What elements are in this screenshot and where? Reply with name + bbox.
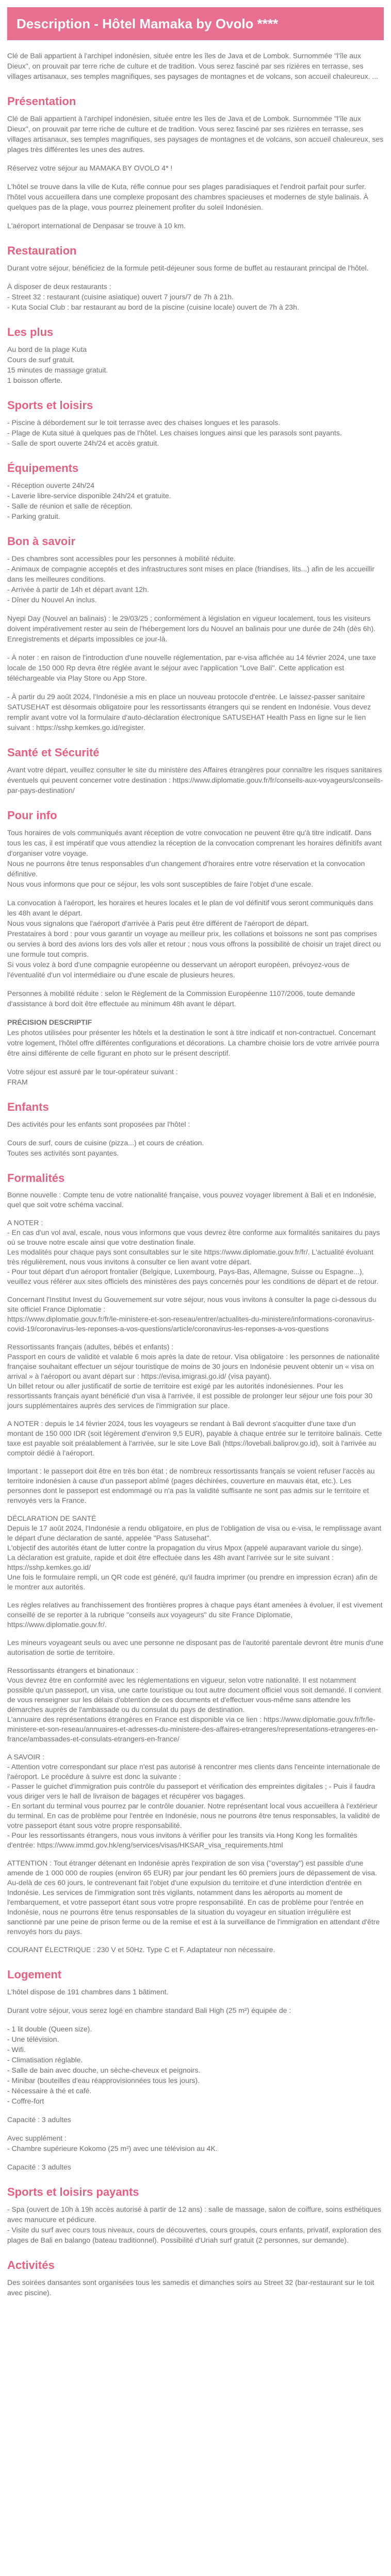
bon-a-savoir-paragraph: - À noter : en raison de l'introduction d'une nouvelle réglementation, par e-visa affichée au 14 février 2024, une taxe locale de 150 000 Rp devra être réglée avant le séjour avec l'application "Love Bali". Cette application est téléchargeable via Play Store ou App Store. <box>7 653 376 682</box>
formalites-paragraph: Bonne nouvelle : Compte tenu de votre nationalité française, vous pouvez voyager librement à Bali et en Indonésie, quel que soit votre schéma vaccinal. <box>7 1191 377 1209</box>
pour-info-paragraph: Tous horaires de vols communiqués avant réception de votre convocation ne peuvent être qu'à titre indicatif. Dans tous les cas, il est impératif que vous attendiez la réception de la convocation comprenant les horaires définitifs avant d'organiser votre voyage. Nous ne pourrons être tenus responsables d'un changement d'horaires entre votre réservation et la convocation définitive. Nous vous informons que pour ce séjour, les vols sont susceptibles de faire l'objet d'une escale. <box>7 828 382 888</box>
list-item: 15 minutes de massage gratuit. <box>7 366 108 374</box>
list-item: - Réception ouverte 24h/24 <box>7 481 94 489</box>
section-title-pour-info: Pour info <box>7 809 57 822</box>
restauration-paragraph: À disposer de deux restaurants : - Street 32 : restaurant (cuisine asiatique) ouvert 7 jours/7 de 7h à 21h. - Kuta Social Club : bar restaurant au bord de la piscine (cuisine locale) ouvert de 7h à 23h. <box>7 282 299 311</box>
pour-info-paragraph: La convocation à l'aéroport, les horaires et heures locales et le plan de vol définitif vous seront communiqués dans les 48h avant le départ. Nous vous signalons que l'aéroport d'arrivée à Paris peut être différent de l'aéroport de départ. Prestataires à bord : pour vous garantir un voyage au meilleur prix, les collations et boissons ne sont pas comprises ou servies à bord des avions lors des vols aller et retour ; nous vous offrons la possibilité de choisir un trajet direct ou une formule tout compris. Si vous volez à bord d'une compagnie européenne ou desservant un aéroport européen, prévoyez-vous de l'éventualité d'un vol intermédiaire ou d'une escale de plusieurs heures. <box>7 899 381 979</box>
section-title-enfants: Enfants <box>7 1100 49 1113</box>
activites-paragraph: Des soirées dansantes sont organisées tous les samedis et dimanches soirs au Street 32 (bar-restaurant sur le toit avec piscine). <box>7 2278 374 2297</box>
sante-paragraph: Avant votre départ, veuillez consulter le site du ministère des Affaires étrangères pour connaître les risques sanitaires éventuels qui peuvent concerner votre destination : https://www.diplomatie.gouv.fr/fr/conseils-aux-voyageurs/conseils-par-pays-destination/ <box>7 766 383 794</box>
section-title-bon-a-savoir: Bon à savoir <box>7 535 76 548</box>
list-item: - Salle de réunion et salle de réception. <box>7 502 133 510</box>
page-title: Description - Hôtel Mamaka by Ovolo **** <box>17 16 279 31</box>
list-item: - Laverie libre-service disponible 24h/24 et gratuite. <box>7 492 171 500</box>
formalites-paragraph: Important : le passeport doit être en très bon état ; de nombreux ressortissants français se voient refuser l'accès au territoire indonésien à cause d'un passeport abîmé (pages déchirées, couverture en mauvais état, etc.). Les personnes dont le passeport est endommagé ou n'a pas la validité suffisante ne sont pas admis sur le territoire et renvoyés vers la France. <box>7 1467 375 1504</box>
formalites-paragraph: Les règles relatives au franchissement des frontières propres à chaque pays étant amenées à évoluer, il est vivement conseillé de se reporter à la rubrique "conseils aux voyageurs" du site France Diplomatie, https://www.diplomatie.gouv.fr/. <box>7 1601 383 1629</box>
section-title-presentation: Présentation <box>7 95 76 108</box>
sports-payants-paragraph: - Spa (ouvert de 10h à 19h accès autorisé à partir de 12 ans) : salle de massage, salon de coiffure, soins esthétiques avec manucure et pédicure. - Visite du surf avec cours tous niveaux, cours de découvertes, cours groupés, cours enfants, privatif, exploration des plages de Bali en balango (bateau traditionnel). Possibilité d'Uriah surf gratuit (2 personnes, sur demande). <box>7 2205 382 2244</box>
intro-paragraph: Clé de Bali appartient à l'archipel indonésien, située entre les îles de Java et de Lombok. Surnommée "l'île aux Dieux", on prouvait par terre riche de culture et de tradition. Vous serez fasciné par ses rizières en terrasse, ses villages artisanaux, ses temples magnifiques, ses paysages de montagnes et de volcans, son accueil chaleureux. ... <box>7 52 379 80</box>
list-item: - Plage de Kuta situé à quelques pas de l'hôtel. Les chaises longues ainsi que les parasols sont payants. <box>7 429 342 437</box>
logement-capacity: Capacité : 3 adultes <box>7 2163 71 2171</box>
formalites-paragraph: COURANT ÉLECTRIQUE : 230 V et 50Hz. Type C et F. Adaptateur non nécessaire. <box>7 1945 275 1954</box>
bon-a-savoir-paragraph: - À partir du 29 août 2024, l'Indonésie a mis en place un nouveau protocole d'entrée. Le laissez-passer sanitaire SATUSEHAT est désormais obligatoire pour les ressortissants étrangers qui se rendent en Indonésie. Vous devez remplir avant votre vol la formulaire d'auto-déclaration électronique SATUSEHAT Health Pass en ligne sur le lien suivant : https://sshp.kemkes.go.id/register. <box>7 692 371 732</box>
formalites-paragraph: Ressortissants français (adultes, bébés et enfants) : Passport en cours de validité et valable 6 mois après la date de retour. Visa obligatoire : les personnes de nationalité française souhaitant effectuer un séjour touristique de moins de 30 jours en Indonésie peuvent obtenir un « visa on arrival » à l'aéroport ou avant départ sur : https://evisa.imigrasi.go.id/ (visa payant). Un billet retour ou aller justificatif de sortie de territoire est exigé par les autorités indonésiennes. Pour les ressortissants français ayant bénéficié d'un visa à l'arrivée, il est possible de prolonger leur séjour une fois pour 30 jours supplémentaires auprès des services de l'immigration sur place. <box>7 1343 380 1410</box>
list-item: - Parking gratuit. <box>7 512 60 520</box>
formalites-paragraph: A SAVOIR : - Attention votre correspondant sur place n'est pas autorisé à rencontrer mes clients dans l'enceinte internationale de l'aéroport. Le procédure à suivre est donc la suivante : - Passer le guichet d'immigration puis contrôle du passeport et vérification des empreintes digitales ; - Puis il faudra vous diriger vers le hall de livraison de bagages et récupérer vos bagages. - En sortant du terminal vous pourrez par le contrôle douanier. Notre représentant local vous accueillera à l'extérieur du terminal. En cas de problème pour l'entrée en Indonésie, nous ne pourrons être tenus responsables, la validité de votre passeport étant sous votre propre responsabilité. - Pour les ressortissants étrangers, nous vous invitons à vérifier pour les transits via Hong Kong les formalités d'entrée: https://www.immd.gov.hk/eng/services/visas/HKSAR_visa_requirements.html <box>7 1753 380 1849</box>
logement-supplement: Avec supplément : - Chambre supérieure Kokomo (25 m²) avec une télévision au 4K. <box>7 2134 218 2153</box>
section-title-formalites: Formalités <box>7 1172 65 1184</box>
pour-info-paragraph: Personnes à mobilité réduite : selon le Règlement de la Commission Européenne 1107/2006, toute demande d'assistance à bord doit être effectuée au minimum 48h avant le départ. <box>7 989 355 1008</box>
bon-a-savoir-paragraph: - Des chambres sont accessibles pour les personnes à mobilité réduite. - Animaux de compagnie acceptés et des infrastructures sont mises en place (friandises, lits...) afin de les accueillir dans les meilleures conditions. - Arrivée à partir de 14h et départ avant 12h. - Dîner du Nouvel An inclus. <box>7 554 374 604</box>
formalites-paragraph: A NOTER : depuis le 14 février 2024, tous les voyageurs se rendant à Bali devront s'acquitter d'une taxe d'un montant de 150 000 IDR (soit légèrement d'environ 9,5 EUR), payable à chaque entrée sur le territoire balinais. Cette taxe est payable soit préalablement à l'arrivée, sur le site Love Bali (https://lovebali.baliprov.go.id), soit à l'arrivée au comptoir dédié à l'aéroport. <box>7 1419 382 1457</box>
section-title-equipements: Équipements <box>7 462 79 474</box>
formalites-paragraph: Concernant l'Institut Invest du Gouvernement sur votre séjour, nous vous invitons à consulter la page ci-dessous du site officiel France Diplomatie : https://www.diplomatie.gouv.fr/fr/le-ministere-et-son-reseau/entrer/actualites-du-ministere/informations-coronavirus-covid-19/coronavirus-les-reponses-a-vos-questions/article/coronavirus-les-reponses-a-vos-questions <box>7 1295 377 1333</box>
list-item: - Salle de sport ouverte 24h/24 et accès gratuit. <box>7 439 159 447</box>
logement-capacity: Capacité : 3 adultes <box>7 2115 71 2124</box>
logement-paragraph: Durant votre séjour, vous serez logé en chambre standard Bali High (25 m²) équipée de : <box>7 2006 291 2014</box>
section-title-sports-payants: Sports et loisirs payants <box>7 2185 139 2198</box>
equipements-list <box>7 480 384 521</box>
formalites-paragraph: DÉCLARATION DE SANTÉ Depuis le 17 août 2024, l'Indonésie a rendu obligatoire, en plus de l'obligation de visa ou e-visa, le remplissage avant le départ d'une déclaration de santé, appelée "Pass Satusehat". L'objectif des autorités étant de lutter contre la propagation du virus Mpox (appelé auparavant variole du singe). La déclaration est gratuite, rapide et doit être effectuée dans les 48h avant l'arrivée sur le site suivant : https://sshp.kemkes.go.id/ Une fois le formulaire rempli, un QR code est généré, qu'il faudra imprimer (ou prendre en impression écran) afin de le montrer aux autorités. <box>7 1514 382 1591</box>
section-title-sports: Sports et loisirs <box>7 399 93 412</box>
section-title-restauration: Restauration <box>7 244 77 257</box>
hotel-description-page <box>0 7 391 2576</box>
section-title-sante: Santé et Sécurité <box>7 746 100 759</box>
formalites-paragraph: A NOTER : - En cas d'un vol aval, escale, nous vous informons que vous devrez être conforme aux formalités sanitaires du pays où se trouve notre escale ainsi que votre destination finale. Les modalités pour chaque pays sont consultables sur le site https://www.diplomatie.gouv.fr/fr/. L'actualité évoluant très régulièrement, nous vous invitons à consulter ce lien avant votre départ. - Pour tout départ d'un aéroport frontalier (Belgique, Luxembourg, Pays-Bas, Allemagne, Suisse ou Espagne...), veuillez vous référer aux sites officiels des ministères des pays concernés pour les conditions de départ et de retour. <box>7 1218 380 1285</box>
section-title-plus: Les plus <box>7 326 54 338</box>
restauration-paragraph: Durant votre séjour, bénéficiez de la formule petit-déjeuner sous forme de buffet au restaurant principal de l'hôtel. <box>7 264 369 272</box>
operator-paragraph: Votre séjour est assuré par le tour-opérateur suivant : FRAM <box>7 1067 178 1086</box>
presentation-paragraph: Clé de Bali appartient à l'archipel indonésien, située entre les îles de Java et de Lombok. Surnommée "l'île aux Dieux", on prouvait par terre riche de culture et de tradition. Vous serez fasciné par ses rizières en terrasse, ses villages artisanaux, ses temples magnifiques, ses paysages de montagnes et de volcans, son accueil chaleureux, ses plages très différentes les unes des autres. <box>7 114 384 154</box>
bon-a-savoir-paragraph: Nyepi Day (Nouvel an balinais) : le 29/03/25 ; conformément à législation en vigueur localement, tous les visiteurs doivent impérativement rester au sein de l'hébergement lors du Nouvel an balinais pour une durée de 24h (dès 6h). Enregistrements et départs impossibles ce jour-là. <box>7 614 376 643</box>
enfants-paragraph: Cours de surf, cours de cuisine (pizza...) et cours de création. Toutes ses activités sont payantes. <box>7 1139 204 1157</box>
formalites-paragraph: ATTENTION : Tout étranger détenant en Indonésie après l'expiration de son visa ("overstay") est passible d'une amende de 1 000 000 de roupies (environ 65 EUR) par jour pendant les 60 premiers jours de dépassement de visa. Au-delà de ces 60 jours, le contrevenant fait l'objet d'une expulsion du territoire et d'une interdiction d'entrée en Indonésie. Les services de l'immigration sont très vigilants, notamment dans les aéroports au moment de l'embarquement, et votre passeport étant sous votre propre responsabilité. En cas de problème pour l'entrée en Indonésie, nous ne pourrons être tenus responsables de la situation du voyageur en situation irrégulière est sanctionné par une peine de prison ferme ou de la remise et est à la surveillance de l'immigration en attendant d'être renvoyés hors du pays. <box>7 1859 380 1936</box>
section-title-logement: Logement <box>7 1968 62 1981</box>
sports-list <box>7 417 384 448</box>
formalites-paragraph: Ressortissants étrangers et binationaux : Vous devrez être en conformité avec les réglementations en vigueur, selon votre nationalité. Il est notamment possible qu'un passeport, un visa, une carte touristique ou tout autre document officiel vous soit demandé. Il convient de vous renseigner sur les délais d'obtention de ces documents et d'effectuer vous-même sans attendre les démarches auprès de l'ambassade ou du consulat du pays de destination. L'annuaire des représentations étrangères en France est disponible via ce lien : https://www.diplomatie.gouv.fr/fr/le-ministere-et-son-reseau/annuaires-et-adresses-du-ministere-des-affaires-etrangeres/representations-etrangeres-en-france/ambassades-et-consulats-etrangers-en-france/ <box>7 1666 381 1743</box>
presentation-paragraph: L'hôtel se trouve dans la ville de Kuta, réfle connue pour ses plages paradisiaques et l'endroit parfait pour surfer. l'hôtel vous accueillera dans une complexe proposant des chambres spacieuses et modernes de style balinais. À quelques pas de la plage, vous pourrez pleinement profiter du soleil Indonésien. <box>7 182 368 211</box>
presentation-paragraph: L'aéroport international de Denpasar se trouve à 10 km. <box>7 222 186 230</box>
list-item: Au bord de la plage Kuta <box>7 345 87 353</box>
precision-heading: PRÉCISION DESCRIPTIF <box>7 1018 92 1026</box>
plus-list <box>7 344 384 385</box>
formalites-paragraph: Les mineurs voyageant seuls ou avec une personne ne disposant pas de l'autorité parentale devront être munis d'une autorisation de sortie de territoire. <box>7 1638 384 1656</box>
precision-paragraph: Les photos utilisées pour présenter les hôtels et la destination le sont à titre indicatif et non-contractuel. Concernant votre logement, l'hôtel offre différentes configurations et décorations. La chambre choisie lors de votre arrivée pourra être ainsi différente de celle figurant en photo sur le présent descriptif. <box>7 1028 380 1057</box>
page-title-bar <box>7 7 384 40</box>
logement-equipment-list: - 1 lit double (Queen size). - Une télévision. - Wifi. - Climatisation réglable. - Salle de bain avec douche, un sèche-cheveux et peignoirs. - Minibar (bouteilles d'eau réapprovisionnées tous les jours). - Nécessaire à thé et café. - Coffre-fort <box>7 2025 201 2105</box>
section-title-activites: Activités <box>7 2259 55 2272</box>
list-item: Cours de surf gratuit. <box>7 355 75 364</box>
list-item: - Piscine à débordement sur le toit terrasse avec des chaises longues et les parasols. <box>7 418 281 427</box>
logement-paragraph: L'hôtel dispose de 191 chambres dans 1 bâtiment. <box>7 1988 169 1996</box>
enfants-paragraph: Des activités pour les enfants sont proposées par l'hôtel : <box>7 1120 190 1128</box>
list-item: 1 boisson offerte. <box>7 376 63 384</box>
presentation-paragraph: Réservez votre séjour au MAMAKA BY OVOLO 4* ! <box>7 164 173 172</box>
